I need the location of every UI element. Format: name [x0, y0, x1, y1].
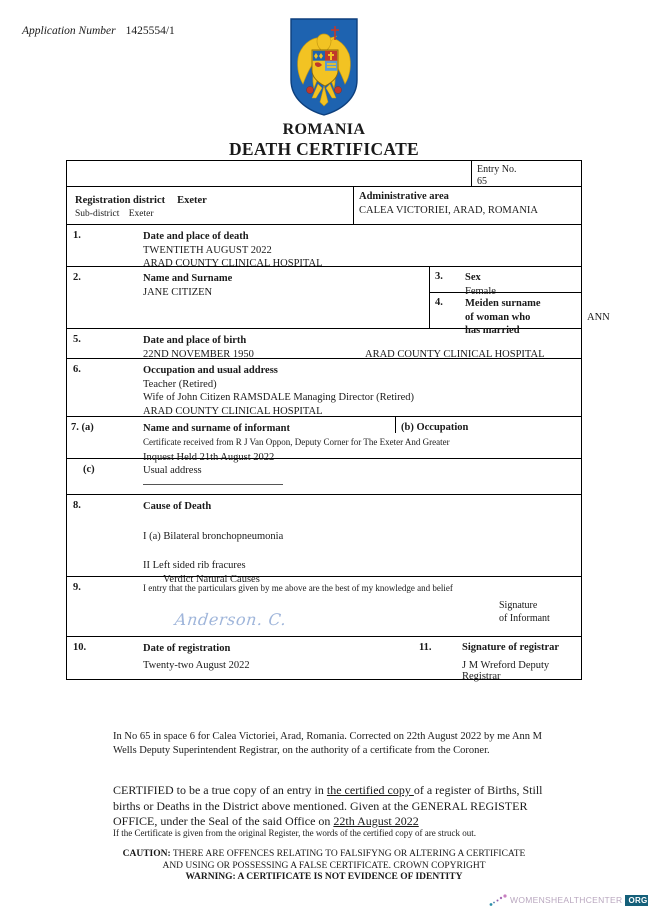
field-1-body — [143, 230, 577, 271]
field-7c-label: Usual address — [143, 465, 202, 476]
watermark-text: WOMENSHEALTHCENTER — [510, 895, 623, 905]
certified-date: 22th August 2022 — [333, 814, 419, 828]
field-1-label: Date and place of death — [143, 231, 249, 242]
caution-block — [0, 849, 648, 884]
field-8-label: Cause of Death — [143, 501, 212, 512]
field-8-number: 8. — [73, 500, 81, 511]
entry-divider — [471, 161, 472, 186]
caution-label: CAUTION: — [122, 849, 171, 859]
watermark — [489, 893, 648, 907]
field-4-label-line3: has married — [465, 325, 520, 336]
field-7c-usual-address — [67, 459, 581, 495]
usual-address-rule — [143, 484, 283, 485]
registration-divider — [353, 187, 354, 224]
field-4-label-line2-text: of woman who — [465, 311, 531, 323]
field-4-maiden-surname — [429, 293, 610, 336]
field-7c-number: (c) — [83, 464, 95, 475]
field-11-value: J M Wreford Deputy Registrar — [462, 660, 550, 682]
field-7a-label: Name and surname of informant — [143, 423, 290, 434]
field-2-name-surname-row — [67, 267, 610, 336]
entry-no-block — [477, 164, 516, 188]
field-10-number: 10. — [73, 642, 87, 653]
field-7c-body — [143, 464, 577, 478]
certified-copy-note: If the Certificate is given from the original Register, the words of the certified copy of are struck out. — [113, 828, 477, 838]
field-8-line2: II Left sided rib fracures — [143, 560, 246, 571]
field-3-value: Female — [465, 285, 496, 297]
watermark-org-badge: ORG — [625, 895, 648, 906]
field-1-number: 1. — [73, 230, 81, 241]
field-6-occupation-address — [67, 359, 581, 417]
field-9-declaration — [67, 577, 581, 637]
signature-of-informant-label — [499, 599, 550, 625]
field-5-date: 22ND NOVEMBER 1950 — [143, 348, 254, 360]
field-10-11-registration-row — [67, 637, 581, 682]
administrative-area-value: CALEA VICTORIEI, ARAD, ROMANIA — [359, 204, 538, 216]
caution-text-1: THERE ARE OFFENCES RELATING TO FALSIFYNG OR ALTERING A CERTIFICATE — [170, 849, 526, 859]
certified-part-2: of a register of Births, Still births or Deaths in the District above mentioned. Given at the GENERAL REGISTER OFFICE, under the Seal of the said Office on — [113, 783, 543, 828]
field-2-number: 2. — [73, 272, 81, 283]
entry-no-row — [67, 161, 581, 187]
field-10-label: Date of registration — [143, 643, 231, 654]
field-1-date-place-of-death — [67, 225, 581, 267]
administrative-area-label: Administrative area — [359, 191, 449, 202]
field-7a-line1: Certificate received from R J Van Oppon, Deputy Corner for The Exeter And Greater — [143, 436, 450, 447]
application-number-label: Application Number — [22, 25, 116, 37]
correction-line-1: In No 65 in space 6 for Calea Victoriei, Arad, Romania. Corrected on 22th August 2022 by me Ann M — [113, 731, 543, 742]
field-6-number: 6. — [73, 364, 81, 375]
title-country: ROMANIA — [282, 121, 366, 138]
field-9-number: 9. — [73, 582, 81, 593]
caution-line-1 — [0, 849, 648, 861]
caution-warning: WARNING: A CERTIFICATE IS NOT EVIDENCE OF IDENTITY — [185, 872, 463, 882]
field-9-body — [143, 582, 577, 596]
certified-paragraph — [113, 783, 561, 830]
entry-no-label: Entry No. — [477, 164, 517, 175]
informant-signature: Anderson. C. — [174, 610, 288, 629]
field-4-label-line2 — [465, 311, 610, 325]
field-4-value: ANN — [587, 311, 610, 323]
field-8-line1: I (a) Bilateral bronchopneumonia — [143, 530, 284, 542]
romania-coat-of-arms-icon — [290, 18, 358, 116]
field-1-place: ARAD COUNTY CLINICAL HOSPITAL — [143, 258, 323, 269]
field-6-body — [143, 364, 577, 418]
registration-district-label: Registration district — [75, 195, 166, 206]
watermark-dots-icon — [489, 894, 509, 907]
certificate-table — [66, 160, 610, 682]
field-5-place: ARAD COUNTY CLINICAL HOSPITAL — [365, 348, 545, 360]
field-6-line1: Teacher (Retired) — [143, 378, 217, 390]
field-11-label: Signature of registrar — [462, 642, 560, 653]
field-7a-number: 7. (a) — [71, 422, 94, 433]
field-8-line3: Verdict Natural Causes — [163, 573, 260, 585]
field-6-line2: Wife of John Citizen RAMSDALE Managing Director (Retired) — [143, 392, 415, 403]
field-8-body — [143, 500, 577, 586]
correction-line-2: Wells Deputy Superintendent Registrar, on the authority of a certificate from the Coroner. — [113, 745, 490, 756]
title-document-type: DEATH CERTIFICATE — [228, 139, 420, 159]
administrative-area-block — [359, 190, 538, 217]
certified-part-1: CERTIFIED to be a true copy of an entry in — [113, 783, 327, 797]
field-10-value: Twenty-two August 2022 — [143, 660, 250, 671]
field-2-label: Name and Surname — [143, 273, 233, 284]
field-4-number: 4. — [435, 297, 443, 308]
application-number-value: 1425554/1 — [125, 25, 175, 37]
field-3-sex — [429, 267, 581, 297]
application-number — [22, 25, 175, 37]
subdistrict-value: Exeter — [128, 209, 154, 219]
correction-paragraph — [113, 730, 553, 758]
caution-line-2: AND USING OR POSSESSING A FALSE CERTIFICATE. CROWN COPYRIGHT — [162, 860, 486, 871]
field-7b-occupation-label: (b) Occupation — [401, 422, 469, 433]
field-1-date: TWENTIETH AUGUST 2022 — [143, 244, 272, 256]
signature-label-line1: Signature — [499, 600, 538, 611]
field-7a-line2: Inquest Held 21th August 2022 — [143, 452, 275, 463]
field-9-declaration-text: I entry that the particulars given by me above are the best of my knowledge and belief — [143, 583, 453, 593]
field-6-line3: ARAD COUNTY CLINICAL HOSPITAL — [143, 405, 323, 417]
registration-district-value: Exeter — [177, 195, 207, 206]
field-8-cause-of-death — [67, 495, 581, 585]
field-5-date-place-of-birth — [67, 329, 581, 359]
field-2-value: JANE CITIZEN — [143, 286, 213, 298]
field-5-number: 5. — [73, 334, 81, 345]
registration-district-block — [75, 190, 207, 208]
field-5-body — [143, 334, 577, 361]
subdistrict-block — [75, 209, 154, 219]
subdistrict-label: Sub-district — [75, 209, 120, 219]
signature-label-line2: of Informant — [499, 613, 550, 624]
field-6-label: Occupation and usual address — [143, 365, 278, 376]
registration-district-row — [67, 187, 581, 225]
field-4-label-line1: Meiden surname — [465, 298, 541, 309]
certified-underlined-phrase: the certified copy — [326, 783, 414, 797]
field-11-number: 11. — [419, 642, 432, 653]
field-3-number: 3. — [435, 271, 443, 282]
field-7a-informant — [67, 417, 581, 463]
field-3-label: Sex — [465, 272, 481, 283]
entry-no-value: 65 — [477, 176, 487, 187]
certificate-title — [0, 120, 648, 160]
field-5-label: Date and place of birth — [143, 335, 247, 346]
